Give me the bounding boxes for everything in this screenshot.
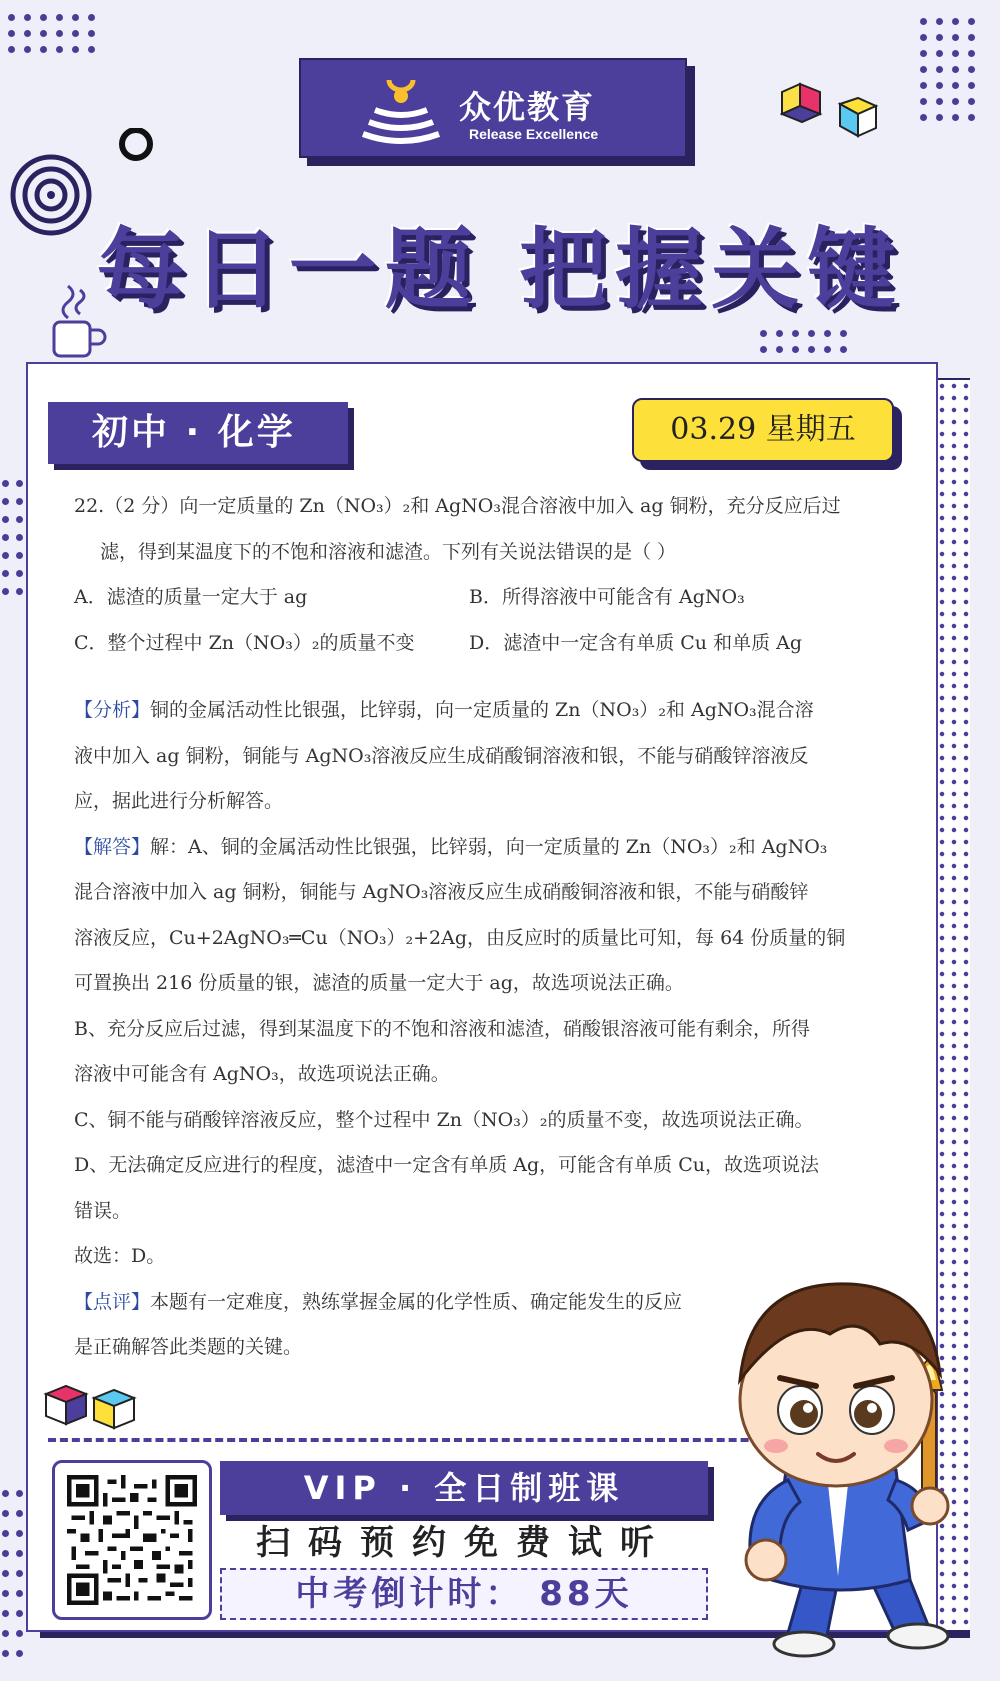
cubes-decoration-icon [42, 1380, 152, 1440]
answer-line: 溶液中可能含有 AgNO₃，故选项说法正确。 [74, 1063, 450, 1085]
page-headline: 每日一题 把握关键 [96, 218, 904, 321]
analysis-line: 应，据此进行分析解答。 [74, 790, 284, 812]
brand-tagline: Release Excellence [469, 126, 599, 142]
option-c: C．整个过程中 Zn（NO₃）₂的质量不变 [74, 631, 415, 654]
option-b: B．所得溶液中可能含有 AgNO₃ [469, 586, 745, 608]
analysis-tag: 【分析】 [74, 699, 151, 721]
dot-pattern-left [2, 480, 26, 620]
question-line: 滤，得到某温度下的不饱和溶液和滤渣。下列有关说法错误的是（ ） [100, 540, 677, 563]
brand-name: 众优教育 [459, 88, 596, 126]
analysis-line [74, 688, 874, 734]
answer-line: 可置换出 216 份质量的银，滤渣的质量一定大于 ag，故选项说法正确。 [74, 972, 684, 994]
analysis-line: 液中加入 ag 铜粉，铜能与 AgNO₃溶液反应生成硝酸铜溶液和银，不能与硝酸锌溶液反 [74, 744, 809, 767]
options-row [74, 575, 874, 621]
options-row [74, 621, 874, 667]
vip-banner: VIP · 全日制班课 [220, 1461, 708, 1515]
answer-text: 解：A、铜的金属活动性比银强，比锌弱，向一定质量的 Zn（NO₃）₂和 AgNO₃ [150, 835, 828, 858]
answer-tag: 【解答】 [74, 835, 151, 858]
cubes-decoration-icon [780, 78, 880, 158]
qr-code-icon [67, 1475, 197, 1605]
logo-banner [299, 58, 687, 158]
dot-pattern-mid-right [760, 330, 870, 360]
dot-pattern-bottom-left [2, 1490, 26, 1670]
exam-countdown: 中考倒计时： 88天 [220, 1568, 708, 1620]
dot-pattern-top-right [920, 18, 990, 138]
option-a: A．滤渣的质量一定大于 ag [74, 586, 308, 608]
answer-line: C、铜不能与硝酸锌溶液反应，整个过程中 Zn（NO₃）₂的质量不变，故选项说法正确。 [74, 1108, 814, 1131]
answer-line: 溶液反应，Cu+2AgNO₃═Cu（NO₃）₂+2Ag，由反应时的质量比可知，每 64 份质量的铜 [74, 926, 846, 949]
mascot-boy-icon [696, 1270, 986, 1670]
comment-tag: 【点评】 [74, 1290, 151, 1313]
comment-line: 是正确解答此类题的关键。 [74, 1336, 303, 1358]
answer-line: D、无法确定反应进行的程度，滤渣中一定含有单质 Ag，可能含有单质 Cu，故选项说法 [74, 1154, 819, 1176]
option-d: D．滤渣中一定含有单质 Cu 和单质 Ag [469, 631, 803, 654]
qr-code-frame[interactable] [52, 1460, 212, 1620]
dot-pattern-top-left [8, 14, 108, 64]
subject-tag: 初中 · 化学 [48, 402, 348, 464]
question-line: 22.（2 分）向一定质量的 Zn（NO₃）₂和 AgNO₃混合溶液中加入 ag 铜粉，充分反应后过 [74, 495, 841, 517]
date-badge: 03.29 星期五 [632, 398, 894, 462]
answer-line: B、充分反应后过滤，得到某温度下的不饱和溶液和滤渣，硝酸银溶液可能有剩余，所得 [74, 1017, 810, 1040]
comment-text: 本题有一定难度，熟练掌握金属的化学性质、确定能发生的反应 [150, 1290, 683, 1313]
answer-line: 错误。 [74, 1199, 132, 1222]
brand-logo-icon [361, 74, 441, 146]
answer-line: 故选：D。 [74, 1245, 166, 1267]
question-content [74, 484, 874, 1371]
answer-line: 混合溶液中加入 ag 铜粉，铜能与 AgNO₃溶液反应生成硝酸铜溶液和银，不能与硝酸锌 [74, 881, 809, 903]
analysis-text: 铜的金属活动性比银强，比锌弱，向一定质量的 Zn（NO₃）₂和 AgNO₃混合溶 [150, 699, 814, 721]
trial-text: 扫码预约免费试听 [256, 1523, 672, 1563]
answer-line [74, 825, 874, 871]
